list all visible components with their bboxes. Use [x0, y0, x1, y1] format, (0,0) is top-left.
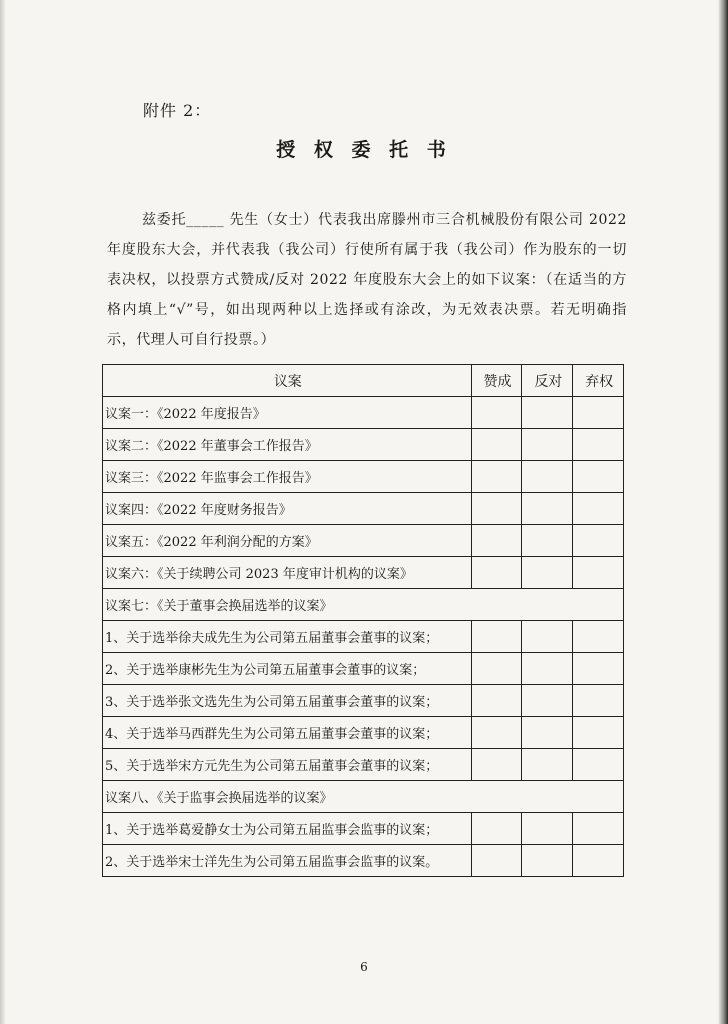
vote-for-box[interactable]	[471, 493, 522, 525]
header-against: 反对	[522, 365, 573, 397]
motion-title: 4、关于选举马西群先生为公司第五届董事会董事的议案；	[103, 717, 472, 749]
table-row	[103, 493, 624, 525]
vote-abstain-box[interactable]	[573, 493, 624, 525]
table-row	[103, 813, 624, 845]
attachment-label: 附件 2：	[143, 101, 212, 120]
header-abstain: 弃权	[573, 365, 624, 397]
vote-for-box[interactable]	[471, 397, 522, 429]
motion-title: 议案一：《2022 年度报告》	[103, 397, 472, 429]
motion-title: 议案六：《关于续聘公司 2023 年度审计机构的议案》	[103, 557, 472, 589]
table-row	[103, 429, 624, 461]
table-section-row	[103, 589, 624, 621]
motion-title: 1、关于选举葛爱静女士为公司第五届监事会监事的议案；	[103, 813, 472, 845]
table-row	[103, 557, 624, 589]
page-number: 6	[360, 960, 368, 974]
motion-title: 2、关于选举宋士洋先生为公司第五届监事会监事的议案。	[103, 845, 472, 877]
table-row	[103, 621, 624, 653]
vote-for-box[interactable]	[471, 429, 522, 461]
vote-against-box[interactable]	[522, 845, 573, 877]
vote-against-box[interactable]	[522, 461, 573, 493]
vote-against-box[interactable]	[522, 653, 573, 685]
vote-abstain-box[interactable]	[573, 717, 624, 749]
table-row	[103, 525, 624, 557]
header-motion: 议案	[103, 365, 472, 397]
vote-abstain-box[interactable]	[573, 813, 624, 845]
motion-title: 议案四：《2022 年度财务报告》	[103, 493, 472, 525]
vote-against-box[interactable]	[522, 621, 573, 653]
vote-abstain-box[interactable]	[573, 429, 624, 461]
vote-abstain-box[interactable]	[573, 653, 624, 685]
table-row	[103, 397, 624, 429]
motion-section-title: 议案七：《关于董事会换届选举的议案》	[103, 589, 624, 621]
motion-title: 1、关于选举徐夫成先生为公司第五届董事会董事的议案；	[103, 621, 472, 653]
vote-for-box[interactable]	[471, 525, 522, 557]
vote-abstain-box[interactable]	[573, 845, 624, 877]
vote-against-box[interactable]	[522, 397, 573, 429]
table-row	[103, 685, 624, 717]
vote-for-box[interactable]	[471, 461, 522, 493]
motion-section-title: 议案八、《关于监事会换届选举的议案》	[103, 781, 624, 813]
vote-abstain-box[interactable]	[573, 749, 624, 781]
motion-title: 2、关于选举康彬先生为公司第五届董事会董事的议案；	[103, 653, 472, 685]
vote-abstain-box[interactable]	[573, 685, 624, 717]
table-row	[103, 717, 624, 749]
vote-against-box[interactable]	[522, 557, 573, 589]
motions-table	[102, 364, 624, 877]
vote-against-box[interactable]	[522, 493, 573, 525]
vote-abstain-box[interactable]	[573, 397, 624, 429]
table-header-row	[103, 365, 624, 397]
motion-title: 议案三：《2022 年监事会工作报告》	[103, 461, 472, 493]
vote-abstain-box[interactable]	[573, 461, 624, 493]
vote-abstain-box[interactable]	[573, 621, 624, 653]
vote-for-box[interactable]	[471, 749, 522, 781]
header-for: 赞成	[471, 365, 522, 397]
vote-for-box[interactable]	[471, 845, 522, 877]
vote-for-box[interactable]	[471, 717, 522, 749]
motion-title: 5、关于选举宋方元先生为公司第五届董事会董事的议案；	[103, 749, 472, 781]
vote-for-box[interactable]	[471, 653, 522, 685]
vote-against-box[interactable]	[522, 749, 573, 781]
vote-for-box[interactable]	[471, 557, 522, 589]
table-row	[103, 845, 624, 877]
vote-against-box[interactable]	[522, 813, 573, 845]
vote-against-box[interactable]	[522, 685, 573, 717]
table-row	[103, 749, 624, 781]
table-row	[103, 653, 624, 685]
vote-against-box[interactable]	[522, 429, 573, 461]
vote-for-box[interactable]	[471, 621, 522, 653]
vote-against-box[interactable]	[522, 525, 573, 557]
vote-for-box[interactable]	[471, 813, 522, 845]
document-title: 授 权 委 托 书	[276, 139, 452, 161]
intro-paragraph: 兹委托_____ 先生（女士）代表我出席滕州市三合机械股份有限公司 2022 年度股东大会，并代表我（我公司）行使所有属于我（我公司）作为股东的一切表决权，以投票方式赞成/反对 2022 年度股东大会上的如下议案：（在适当的方格内填上“√”号，如出现两种以上选择或有涂改，为无效表决票。若无明确指示，代理人可自行投票。）	[107, 212, 627, 348]
motion-title: 议案二：《2022 年董事会工作报告》	[103, 429, 472, 461]
vote-against-box[interactable]	[522, 717, 573, 749]
table-row	[103, 461, 624, 493]
table-section-row	[103, 781, 624, 813]
motion-title: 议案五：《2022 年利润分配的方案》	[103, 525, 472, 557]
motion-title: 3、关于选举张文选先生为公司第五届董事会董事的议案；	[103, 685, 472, 717]
vote-for-box[interactable]	[471, 685, 522, 717]
vote-abstain-box[interactable]	[573, 557, 624, 589]
vote-abstain-box[interactable]	[573, 525, 624, 557]
